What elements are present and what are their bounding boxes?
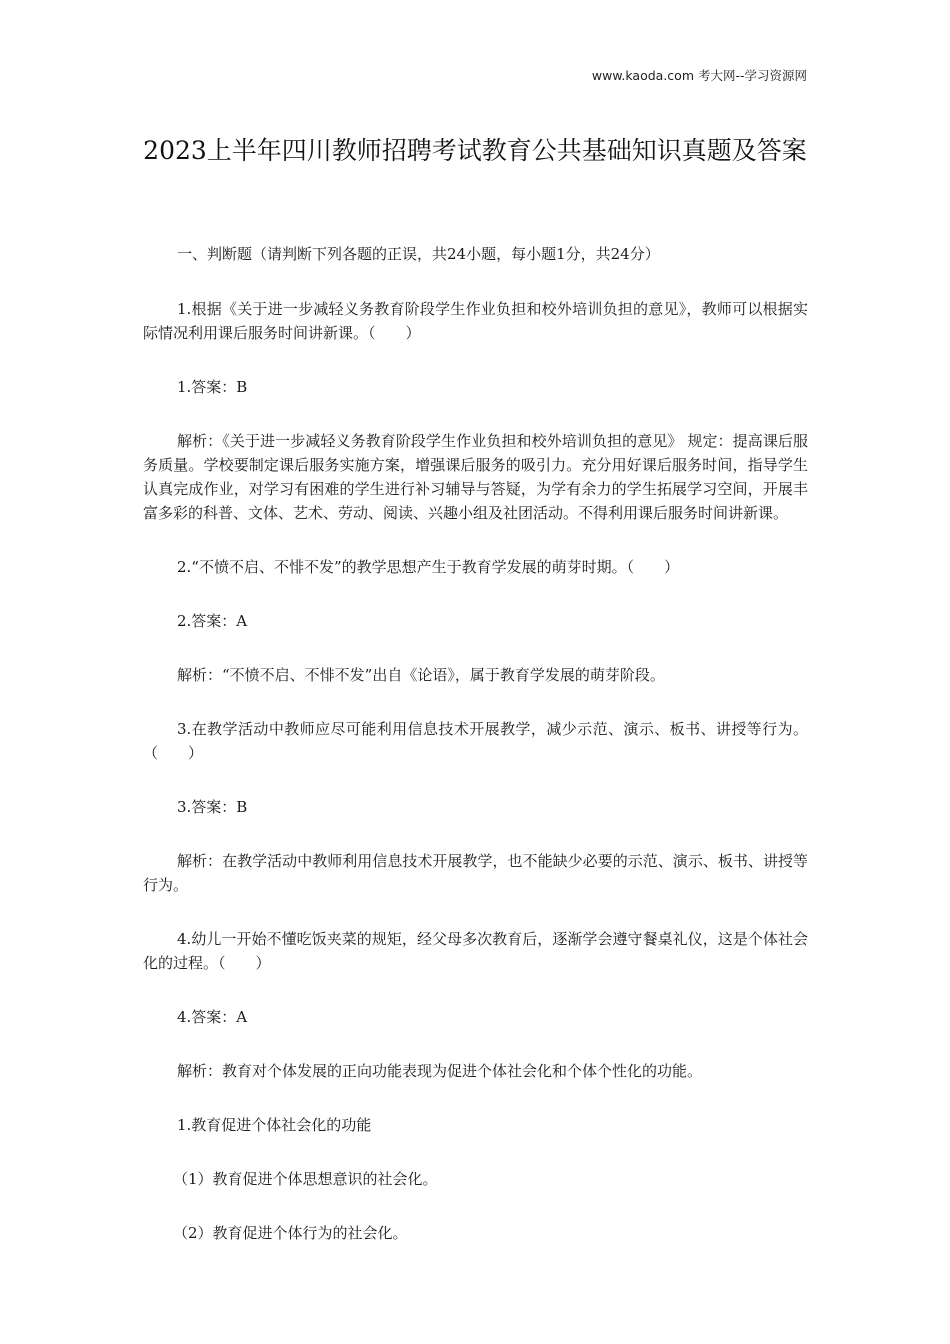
answer-4: 4.答案：A bbox=[177, 1008, 248, 1026]
answer-2: 2.答案：A bbox=[177, 612, 248, 630]
function-heading: 1.教育促进个体社会化的功能 bbox=[177, 1116, 372, 1134]
document-body bbox=[143, 242, 808, 1245]
analysis-3: 解析：在教学活动中教师利用信息技术开展教学，也不能缺少必要的示范、演示、板书、讲授等行为。 bbox=[143, 852, 808, 894]
site-header: www.kaoda.com 考大网--学习资源网 bbox=[591, 68, 807, 83]
question-4: 4.幼儿一开始不懂吃饭夹菜的规矩，经父母多次教育后，逐渐学会遵守餐桌礼仪，这是个体社会化的过程。（ ） bbox=[143, 930, 808, 972]
section-heading: 一、判断题（请判断下列各题的正误，共24小题，每小题1分，共24分） bbox=[177, 245, 660, 263]
question-2: 2.“不愤不启、不悱不发”的教学思想产生于教育学发展的萌芽时期。（ ） bbox=[177, 558, 680, 576]
document-title: 2023上半年四川教师招聘考试教育公共基础知识真题及答案 bbox=[143, 136, 807, 165]
analysis-1: 解析：《关于进一步减轻义务教育阶段学生作业负担和校外培训负担的意见》 规定：提高课后服务质量。学校要制定课后服务实施方案，增强课后服务的吸引力。充分用好课后服务时间，指导学生认真完成作业，对学习有困难的学生进行补习辅导与答疑，为学有余力的学生拓展学习空间，开展丰富多彩的科普、文体、艺术、劳动、阅读、兴趣小组及社团活动。不得利用课后服务时间讲新课。 bbox=[143, 432, 808, 522]
function-item-2: （2）教育促进个体行为的社会化。 bbox=[173, 1224, 408, 1242]
answer-1: 1.答案：B bbox=[177, 378, 248, 396]
question-1: 1.根据《关于进一步减轻义务教育阶段学生作业负担和校外培训负担的意见》，教师可以根据实际情况利用课后服务时间讲新课。（ ） bbox=[143, 300, 808, 342]
analysis-4: 解析：教育对个体发展的正向功能表现为促进个体社会化和个体个性化的功能。 bbox=[177, 1062, 703, 1080]
question-3: 3.在教学活动中教师应尽可能利用信息技术开展教学，减少示范、演示、板书、讲授等行为。（ ） bbox=[143, 720, 808, 762]
analysis-2: 解析：“不愤不启、不悱不发”出自《论语》，属于教育学发展的萌芽阶段。 bbox=[177, 666, 665, 684]
function-item-1: （1）教育促进个体思想意识的社会化。 bbox=[173, 1170, 438, 1188]
answer-3: 3.答案：B bbox=[177, 798, 248, 816]
